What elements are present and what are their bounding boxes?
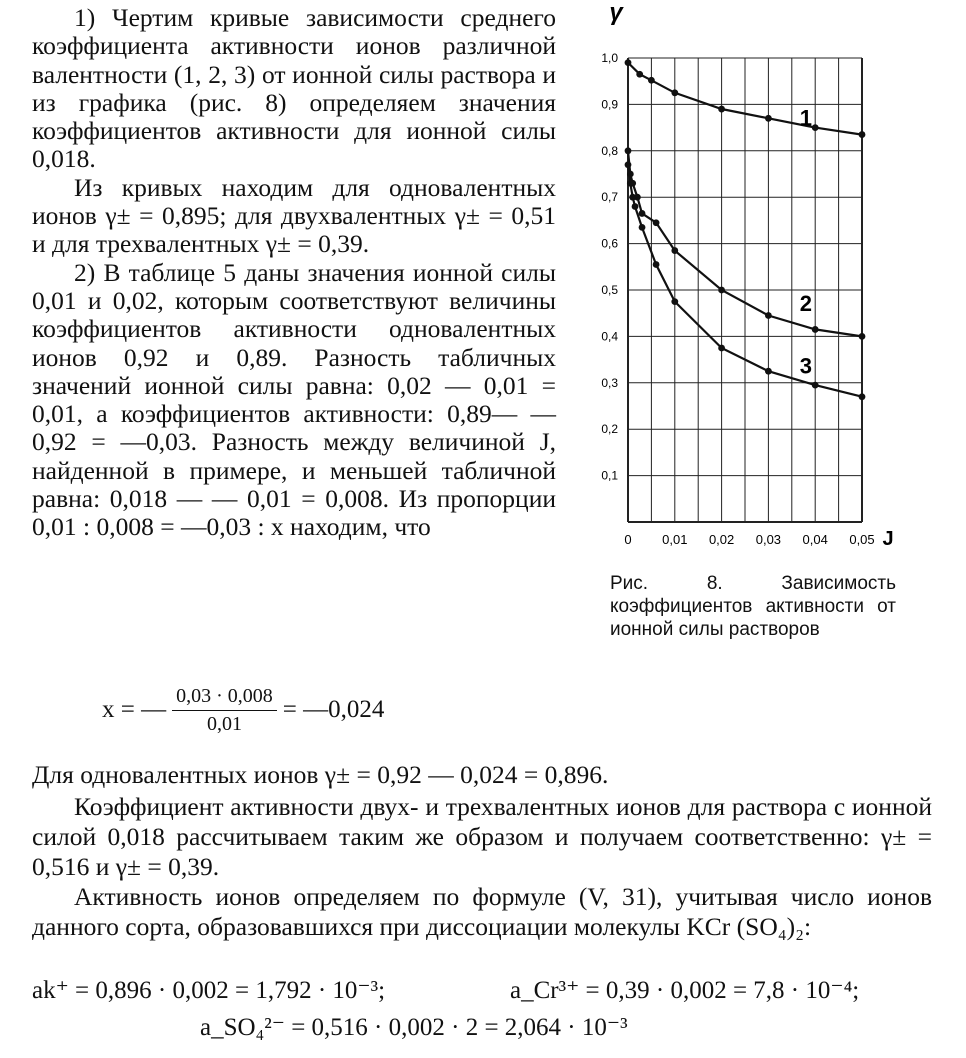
paragraph-3: 2) В таблице 5 даны значения ионной силы 0,01 и 0,02, которым соответствуют величины коэффициентов активности одновалентных ионов 0,92 и 0,89. Разность табличных значений ионной силы равна: 0,02 — 0,01 = 0,01, а коэффициентов активности: 0,89— —0,92 = —0,03. Разность между величиной J, найденной в примере, и меньшей табличной равна: 0,018 — — 0,01 = 0,008. Из пропорции 0,01 : 0,008 = —0,03 : x находим, что bbox=[32, 257, 556, 542]
y-tick-label: 0,3 bbox=[601, 375, 618, 390]
y-tick-label: 0,6 bbox=[601, 236, 618, 251]
y-tick-label: 0,1 bbox=[601, 468, 618, 483]
body-text-column bbox=[32, 4, 556, 542]
data-point-series-1 bbox=[648, 77, 655, 84]
x-tick-label: 0,01 bbox=[662, 532, 688, 547]
x-axis-label: J bbox=[882, 528, 894, 550]
equation-k: ak⁺ = 0,896 · 0,002 = 1,792 · 10⁻³; bbox=[32, 977, 386, 1004]
data-point-series-3 bbox=[639, 224, 646, 231]
data-point-series-3 bbox=[812, 382, 819, 389]
y-tick-label: 1,0 bbox=[601, 51, 618, 65]
data-point-series-1 bbox=[718, 106, 725, 113]
y-tick-label: 0,7 bbox=[601, 190, 618, 205]
y-axis-label: γ bbox=[609, 0, 623, 26]
x-tick-label: 0,03 bbox=[755, 532, 782, 547]
formula-rhs: = —0,024 bbox=[282, 696, 385, 723]
y-tick-label: 0,8 bbox=[601, 143, 618, 158]
data-point-series-2 bbox=[765, 312, 772, 319]
series-label-3: 3 bbox=[799, 353, 812, 379]
paragraph-5: Коэффициент активности двух- и трехвалентных ионов для раствора с ионной силой 0,018 рассчитываем таким же образом и получаем соответственно: γ± = 0,516 и γ± = 0,39. bbox=[32, 792, 932, 881]
data-point-series-1 bbox=[625, 59, 632, 66]
data-point-series-2 bbox=[625, 147, 632, 154]
data-point-series-3 bbox=[629, 194, 636, 201]
equation-so4: a_SO₄²⁻ = 0,516 · 0,002 · 2 = 2,064 · 10⁻³ bbox=[200, 1014, 628, 1041]
wide-paragraph-4 bbox=[32, 760, 932, 790]
data-point-series-1 bbox=[812, 124, 819, 131]
formula-lhs: x = — bbox=[102, 696, 167, 723]
data-point-series-3 bbox=[718, 345, 725, 352]
formula-denominator: 0,01 bbox=[206, 712, 242, 735]
data-point-series-3 bbox=[671, 298, 678, 305]
data-point-series-3 bbox=[632, 203, 639, 210]
data-point-series-2 bbox=[639, 210, 646, 217]
formula-fraction bbox=[172, 685, 277, 736]
series-label-1: 1 bbox=[799, 105, 812, 131]
data-point-series-3 bbox=[653, 261, 660, 268]
data-point-series-1 bbox=[671, 89, 678, 96]
y-tick-label: 0,4 bbox=[601, 329, 618, 344]
paragraph-4: Для одновалентных ионов γ± = 0,92 — 0,024 = 0,896. bbox=[32, 760, 609, 789]
paragraph-6: Активность ионов определяем по формуле (V, 31), учитывая число ионов данного сорта, образовавшихся при диссоциации молекулы KCr (SO₄)₂: bbox=[32, 882, 932, 941]
data-point-series-3 bbox=[627, 180, 634, 187]
data-point-series-1 bbox=[765, 115, 772, 122]
wide-paragraphs bbox=[32, 792, 932, 942]
formula-x bbox=[102, 680, 384, 740]
series-label-2: 2 bbox=[799, 290, 812, 316]
x-tick-label: 0,05 bbox=[849, 532, 875, 547]
y-tick-label: 0,9 bbox=[601, 97, 618, 112]
paragraph-1: 1) Чертим кривые зависимости среднего коэффициента активности ионов различной валентности (1, 2, 3) от ионной силы раствора и из графика (рис. 8) определяем значения коэффициентов активности для ионной силы 0,018. bbox=[32, 3, 556, 174]
equation-cr: a_Cr³⁺ = 0,39 · 0,002 = 7,8 · 10⁻⁴; bbox=[510, 977, 860, 1004]
formula-numerator: 0,03 · 0,008 bbox=[172, 685, 277, 711]
activity-coefficient-chart bbox=[580, 0, 910, 560]
figure-caption bbox=[610, 572, 896, 641]
y-tick-label: 0,2 bbox=[601, 422, 618, 437]
x-tick-label: 0 bbox=[624, 532, 632, 547]
x-tick-label: 0,02 bbox=[708, 532, 735, 547]
data-point-series-1 bbox=[636, 71, 643, 78]
data-point-series-3 bbox=[859, 393, 866, 400]
caption-text: Рис. 8. Зависимость коэффициентов активности от ионной силы растворов bbox=[610, 573, 896, 640]
y-tick-label: 0,5 bbox=[601, 283, 618, 297]
data-point-series-1 bbox=[859, 131, 866, 138]
data-point-series-2 bbox=[653, 219, 660, 226]
data-point-series-2 bbox=[671, 247, 678, 254]
x-tick-label: 0,04 bbox=[802, 532, 828, 547]
data-point-series-2 bbox=[812, 326, 819, 333]
paragraph-2: Из кривых находим для одновалентных ионов γ± = 0,895; для двухвалентных γ± = 0,51 и для трехвалентных γ± = 0,39. bbox=[32, 172, 556, 259]
data-point-series-3 bbox=[625, 161, 632, 168]
data-point-series-2 bbox=[859, 333, 866, 340]
data-point-series-3 bbox=[765, 368, 772, 375]
data-point-series-2 bbox=[718, 287, 725, 294]
